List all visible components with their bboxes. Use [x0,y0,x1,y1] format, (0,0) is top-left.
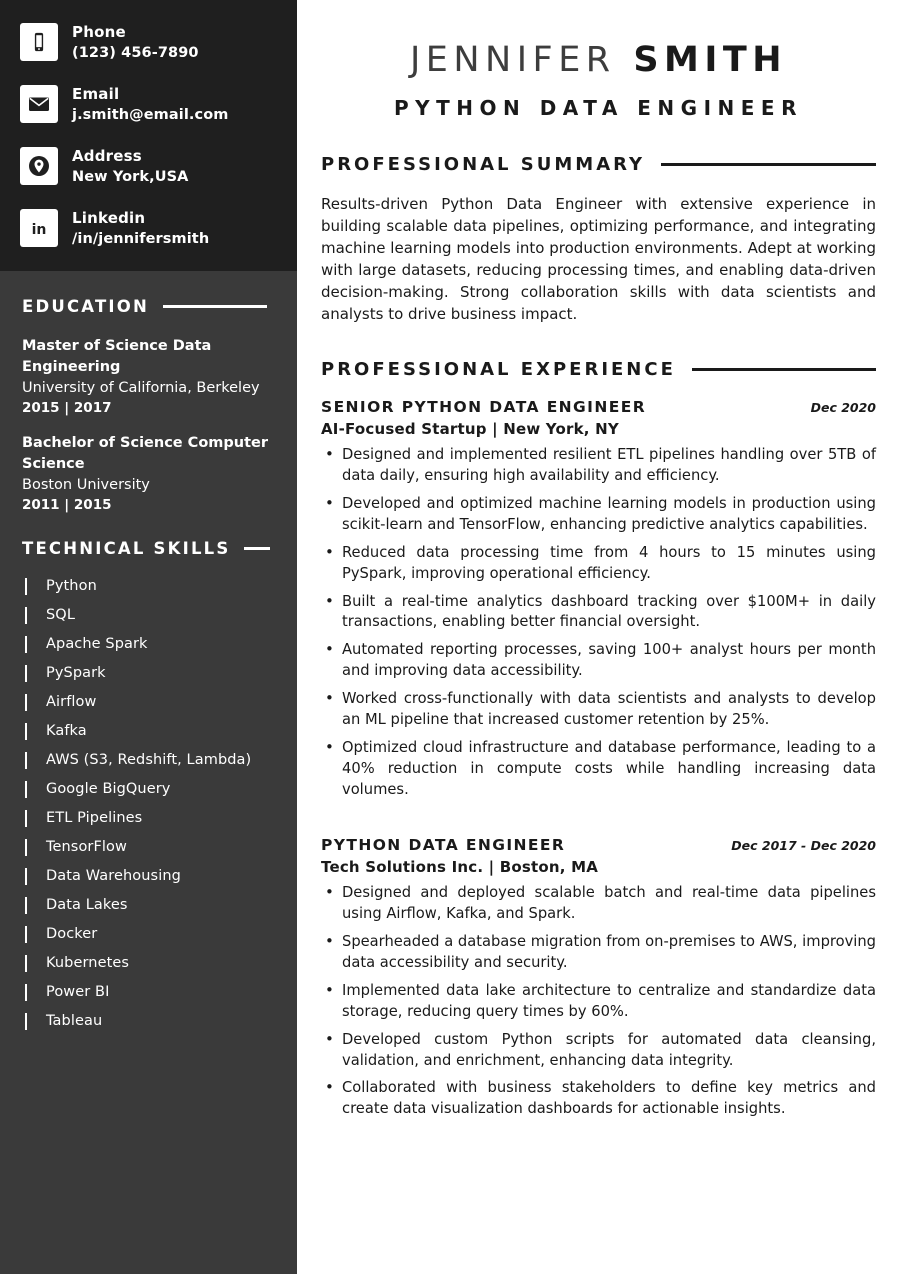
skills-heading-text: TECHNICAL SKILLS [22,538,231,558]
job-bullet: • Developed custom Python scripts for automated data cleansing, validation, and enrichment, enhancing data integrity. [321,1030,876,1072]
job-bullet: • Automated reporting processes, saving 100+ analyst hours per month and improving data accessibility. [321,640,876,682]
job-bullet: • Designed and implemented resilient ETL pipelines handling over 5TB of data daily, ensuring high availability and efficiency. [321,445,876,487]
skills-heading [22,539,275,558]
skill-label: Python [46,578,97,595]
skill-marker-icon [25,984,27,1001]
education-school: University of California, Berkeley [22,379,260,396]
education-years: 2011 | 2015 [22,496,112,513]
skill-label: Kafka [46,723,87,740]
education-degree: Master of Science Data Engineering [22,337,212,375]
summary-heading-text: PROFESSIONAL SUMMARY [321,154,646,175]
first-name: JENNIFER [409,40,616,80]
job-role-subtitle: PYTHON DATA ENGINEER [393,96,803,120]
job-date: Dec 2017 - Dec 2020 [731,838,876,854]
main-content [297,0,900,1274]
contact-item-address [0,146,297,186]
job-entry [321,836,876,1120]
job-title: PYTHON DATA ENGINEER [321,836,566,855]
skill-marker-icon [25,665,27,682]
contact-block [0,0,297,271]
skill-label: ETL Pipelines [46,810,143,827]
skill-marker-icon [25,636,27,653]
last-name: SMITH [633,40,788,80]
job-bullet: • Developed and optimized machine learning models in production using scikit-learn and TensorFlow, enhancing predictive analytics capabilities. [321,494,876,536]
skill-item [22,839,275,856]
contact-value-address: New York,USA [72,169,189,186]
heading-rule [244,547,270,550]
education-years: 2015 | 2017 [22,399,112,416]
skill-item [22,578,275,595]
svg-text:in: in [31,222,47,239]
contact-item-linkedin [0,208,297,248]
email-icon [20,85,58,123]
skill-marker-icon [25,868,27,885]
skill-label: Power BI [46,984,110,1001]
sidebar [0,0,297,1274]
education-heading-text: EDUCATION [22,296,149,316]
contact-value-linkedin[interactable]: /in/jennifersmith [72,231,210,248]
education-item [22,433,275,513]
education-section [0,297,297,1030]
skill-label: Kubernetes [46,955,130,972]
contact-value-phone[interactable]: (123) 456-7890 [72,45,199,61]
skill-marker-icon [25,578,27,595]
skill-item [22,723,275,740]
job-bullet: • Spearheaded a database migration from on-premises to AWS, improving data accessibility and security. [321,932,876,974]
page-title [321,40,876,80]
contact-item-phone [0,22,297,62]
skill-item [22,1013,275,1030]
experience-heading-text: PROFESSIONAL EXPERIENCE [321,359,676,381]
skill-marker-icon [25,810,27,827]
skill-item [22,781,275,798]
job-bullet: • Built a real-time analytics dashboard tracking over $100M+ in daily transactions, enabling better financial oversight. [321,592,876,634]
skill-marker-icon [25,897,27,914]
phone-icon [20,23,58,61]
education-degree: Bachelor of Science Computer Science [22,434,269,472]
job-company: AI-Focused Startup | New York, NY [321,420,619,439]
skill-marker-icon [25,781,27,798]
job-entry [321,398,876,800]
skill-item [22,810,275,827]
job-date: Dec 2020 [810,400,876,416]
summary-text: Results-driven Python Data Engineer with extensive experience in building scalable data pipelines, optimizing performance, and integrating machine learning models into production environments. Adept at working with large datasets, reducing processing times, and enabling data-driven decision-making. Strong collaboration skills with data scientists and analysts to drive business impact. [321,195,876,324]
skill-marker-icon [25,839,27,856]
education-item [22,336,275,416]
skill-marker-icon [25,694,27,711]
education-heading [22,297,275,316]
skill-item [22,636,275,653]
summary-heading [321,154,876,175]
skill-marker-icon [25,926,27,943]
skill-item [22,984,275,1001]
contact-label-address: Address [72,147,142,166]
skill-label: SQL [46,607,75,624]
heading-rule [163,305,267,308]
job-bullets [321,883,876,1120]
skill-item [22,868,275,885]
spacer [321,822,876,836]
contact-label-email: Email [72,85,120,104]
heading-rule [661,163,876,166]
skill-marker-icon [25,1013,27,1030]
skill-item [22,926,275,943]
skill-item [22,694,275,711]
skill-marker-icon [25,752,27,769]
job-title: SENIOR PYTHON DATA ENGINEER [321,398,647,417]
skill-marker-icon [25,723,27,740]
experience-heading [321,359,876,380]
location-icon [20,147,58,185]
skill-label: Data Lakes [46,897,128,914]
skill-marker-icon [25,955,27,972]
job-bullet: • Implemented data lake architecture to centralize and standardize data storage, reducing query times by 60%. [321,981,876,1023]
job-bullet: • Reduced data processing time from 4 hours to 15 minutes using PySpark, improving operational efficiency. [321,543,876,585]
skill-label: PySpark [46,665,106,682]
job-bullet: • Optimized cloud infrastructure and database performance, leading to a 40% reduction in compute costs while handling increasing data volumes. [321,738,876,801]
job-company: Tech Solutions Inc. | Boston, MA [321,858,599,877]
contact-value-email[interactable]: j.smith@email.com [72,107,229,124]
skill-label: TensorFlow [46,839,127,856]
job-bullet: • Worked cross-functionally with data scientists and analysts to develop an ML pipeline that increased customer retention by 25%. [321,689,876,731]
job-bullet: • Designed and deployed scalable batch and real-time data pipelines using Airflow, Kafka, and Spark. [321,883,876,925]
contact-item-email [0,84,297,124]
contact-label-linkedin: Linkedin [72,209,146,228]
skill-label: AWS (S3, Redshift, Lambda) [46,752,252,769]
heading-rule [692,368,876,371]
skills-list [22,578,275,1030]
skill-item [22,665,275,682]
skill-item [22,897,275,914]
skill-item [22,752,275,769]
contact-label-phone: Phone [72,23,126,41]
skill-item [22,607,275,624]
skill-label: Google BigQuery [46,781,171,798]
job-bullet: • Collaborated with business stakeholders to define key metrics and create data visualization dashboards for actionable insights. [321,1078,876,1120]
skill-label: Apache Spark [46,636,148,653]
skill-label: Tableau [46,1013,103,1030]
skill-label: Data Warehousing [46,868,181,885]
linkedin-icon [20,209,58,247]
skill-label: Airflow [46,694,97,711]
job-bullets [321,445,876,800]
education-school: Boston University [22,476,150,493]
skill-item [22,955,275,972]
skill-marker-icon [25,607,27,624]
skill-label: Docker [46,926,98,943]
